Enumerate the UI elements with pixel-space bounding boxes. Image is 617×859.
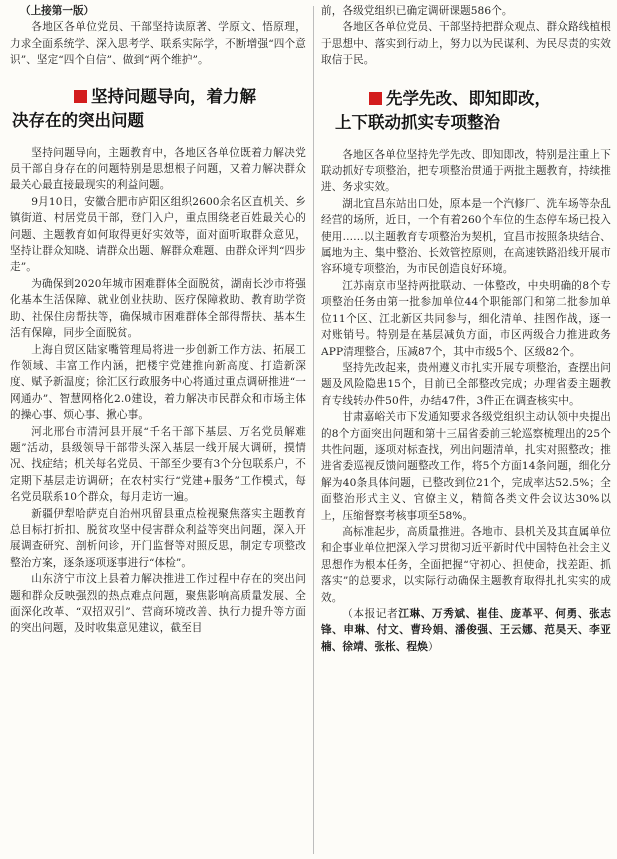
column-divider: [313, 6, 314, 854]
red-square-icon: [369, 92, 382, 105]
section2-headline: [321, 87, 611, 135]
article-paragraph: 山东济宁市汶上县着力解决推进工作过程中存在的突出问题和群众反映强烈的热点难点问题，聚焦影响高质量发展、全面深化改革、“双招双引”、营商环境改善、执行力提升等方面的突出问题，及时收集意见建议，截至目: [10, 573, 306, 635]
section2-title-line1: 先学先改、即知即改，: [386, 88, 551, 108]
reporter-byline: [321, 606, 611, 655]
article-paragraph: 上海自贸区陆家嘴管理局将进一步创新工作方法、拓展工作领域、丰富工作内涵，把楼宇党建推向新高度、打造新深度、赋予新温度；徐汇区行政服务中心将通过重点调研推进“一网通办”、智慧网格化2.0建设，着力解决市民群众和市场主体的操心事、烦心事、揪心事。: [10, 343, 306, 422]
section2-title-line2: 上下联动抓实专项整治: [335, 112, 500, 132]
red-square-icon: [74, 90, 87, 103]
byline-names: 江琳、万秀斌、崔佳、庞革平、何勇、张志锋、申琳、付文、曹玲娟、潘俊强、王云娜、范昊天、李亚楠、徐靖、张枨、程焕: [321, 608, 611, 653]
article-paragraph: 江苏南京市坚持两批联动、一体整改，中央明确的8个专项整治任务由第一批参加单位44个职能部门和第二批参加单位11个区、江北新区共同参与，细化清单、挂图作战，逐一对账销号。特别是在基层减负方面，市区两级合力推进政务APP清理整合，压减87个，其中市级5个、区级82个。: [321, 279, 611, 358]
article-paragraph: 为确保到2020年城市困难群体全面脱贫，湖南长沙市将强化基本生活保障、就业创业扶助、医疗保障救助、教育助学资助、社保住房帮扶等，确保城市困难群体全部得帮扶、基本生活有保障，同步全面脱贫。: [10, 277, 306, 340]
article-paragraph: 新疆伊犁哈萨克自治州巩留县重点检视聚焦落实主题教育总目标打折扣、脱贫攻坚中侵害群众利益等突出问题，深入开展调查研究、剖析问诊，开门监督等对照反思，制定专项整改整治方案，逐条逐项逐事进行“体检”。: [10, 507, 306, 569]
continuation-note: （上接第一版）: [20, 5, 95, 17]
article-paragraph: 高标准起步，高质量推进。各地市、县机关及其直属单位和企事业单位把深入学习贯彻习近平新时代中国特色社会主义思想作为根本任务，全面把握“守初心、担使命，找差距、抓落实”的总要求，以实际行动确保主题教育取得扎扎实实的成效。: [321, 525, 611, 604]
left-column: [10, 0, 306, 859]
right-column: [321, 0, 611, 859]
byline-prefix: （本报记者: [342, 608, 399, 620]
continued-paragraph: 前，各级党组织已确定调研课题586个。: [321, 5, 513, 17]
article-paragraph: 坚持先改起来，贵州遵义市扎实开展专项整治，查摆出问题及风险隐患15个，目前已全部整改完成；办理省委主题教育专线转办件50件，办结47件，3件正在调查核实中。: [321, 361, 611, 407]
byline-suffix: ）: [427, 640, 439, 653]
section1-title-line1: 坚持问题导向，着力解: [91, 86, 256, 106]
article-paragraph: 各地区各单位坚持先学先改、即知即改，特别是注重上下联动抓好专项整治，把专项整治贯通于两批主题教育，持续推进、务求实效。: [321, 148, 611, 194]
article-paragraph: 甘肃嘉峪关市下发通知要求各级党组织主动认领中央提出的8个方面突出问题和第十三届省委前三轮巡察梳理出的25个共性问题，逐项对标查找，列出问题清单，扎实对照整改；推进省委巡视反馈问题整改工作，将5个方面14条问题，细化分解为40条具体问题，已整改到位21个，完成率达52.5%；全面整治形式主义、官僚主义，精简各类文件会议达30%以上，压缩督察考核事项至58%。: [321, 411, 611, 522]
article-paragraph: 9月10日，安徽合肥市庐阳区组织2600余名区直机关、乡镇街道、村居党员干部，登门入户，重点围绕老百姓最关心的问题、主题教育如何取得更好实效等，面对面听取群众意见，坚持让群众知晓、请群众出题、解群众难题、由群众评判“四步走”。: [10, 195, 306, 274]
section1-title-line2: 决存在的突出问题: [12, 110, 144, 130]
intro-paragraph: 各地区各单位党员、干部坚持读原著、学原文、悟原理，力求全面系统学、深入思考学、联系实际学，不断增强“四个意识”、坚定“四个自信”、做到“两个维护”。: [10, 21, 306, 67]
article-paragraph: 坚持问题导向，主题教育中，各地区各单位既着力解决党员干部自身存在的问题特别是思想根子问题，又着力解决群众最关心最直接最现实的利益问题。: [10, 146, 306, 192]
section1-headline: [10, 85, 306, 133]
article-paragraph: 湖北宜昌东站出口处，原本是一个汽修厂、洗车场等杂乱经营的场所，近日，一个有着260个车位的生态停车场已投入使用……以主题教育专项整治为契机，宜昌市按照条块结合、属地为主、集中整治、长效管控原则，在高速铁路沿线开展市容环境专项整治，为市民创造良好环境。: [321, 197, 611, 276]
article-paragraph: 各地区各单位党员、干部坚持把群众观点、群众路线植根于思想中、落实到行动上，努力以为民谋利、为民尽责的实效取信于民。: [321, 21, 611, 67]
article-paragraph: 河北邢台市清河县开展“千名干部下基层、万名党员解难题”活动，县级领导干部带头深入基层一线开展大调研，摸情况、找症结；机关每名党员、干部至少要有3个分包联系户，不定期下基层走访调研；在农村实行“党建+服务”工作模式，每名党员联系10个群众，每月走访一遍。: [10, 425, 306, 504]
